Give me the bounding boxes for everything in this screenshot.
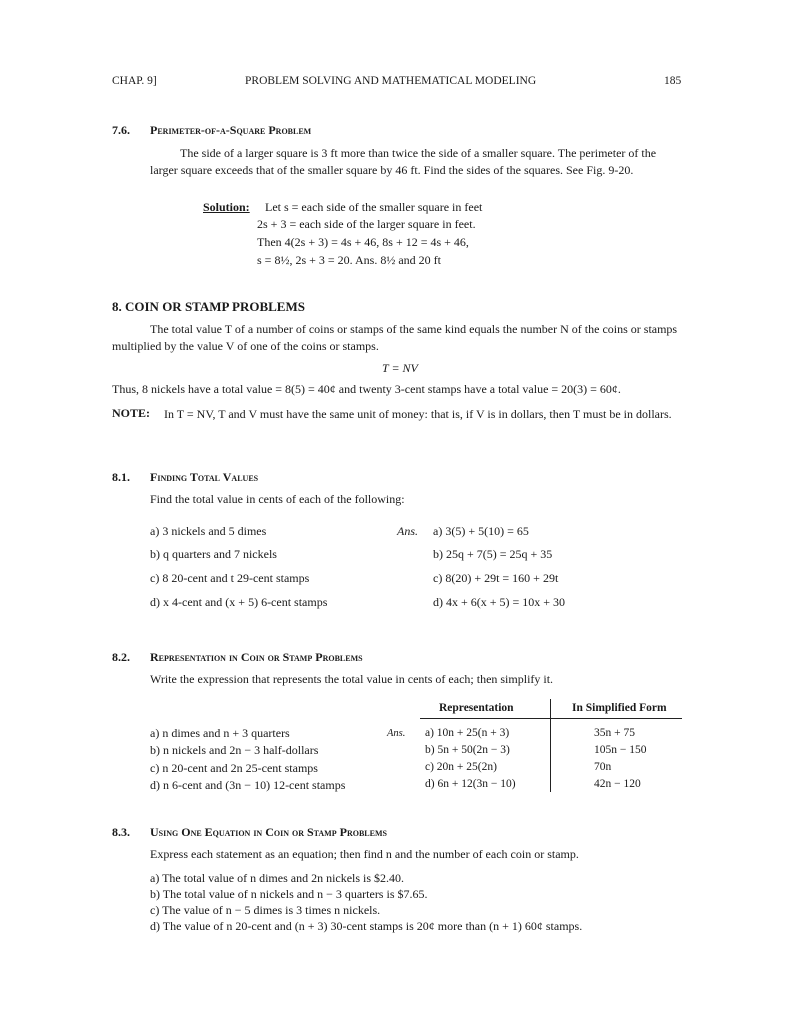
simplified-cell: 70n	[594, 761, 612, 773]
chapter-label: CHAP. 9]	[112, 75, 157, 87]
answer-label: Ans.	[397, 524, 418, 538]
answer-item: c) 8(20) + 29t = 160 + 29t	[433, 571, 559, 585]
note-text: In T = NV, T and V must have the same unit of money: that is, if V is in dollars, then T must be in dollars.	[164, 407, 672, 421]
answer-item: b) 25q + 7(5) = 25q + 35	[433, 547, 553, 561]
note-label: NOTE:	[112, 406, 151, 420]
simplified-cell: 42n − 120	[594, 778, 641, 790]
list-item: b) The total value of n nickels and n − 3 quarters is $7.65.	[150, 887, 428, 901]
list-item: a) 3 nickels and 5 dimes	[150, 524, 267, 538]
problem-8-2-intro: Write the expression that represents the total value in cents of each; then simplify it.	[150, 672, 554, 686]
solution-label: Solution:	[203, 200, 250, 214]
problem-8-2-heading: Representation in Coin or Stamp Problems	[150, 650, 363, 664]
column-header-representation: Representation	[439, 702, 514, 714]
section-8-heading: 8. COIN OR STAMP PROBLEMS	[112, 299, 305, 314]
solution-line: Then 4(2s + 3) = 4s + 46, 8s + 12 = 4s + 46,	[257, 235, 469, 249]
table-column-rule	[550, 699, 551, 792]
page-number: 185	[664, 75, 682, 87]
problem-8-3-heading: Using One Equation in Coin or Stamp Problems	[150, 825, 387, 839]
list-item: a) The total value of n dimes and 2n nickels is $2.40.	[150, 871, 405, 885]
answer-item: d) 4x + 6(x + 5) = 10x + 30	[433, 595, 566, 609]
problem-7-6-number: 7.6.	[112, 123, 130, 137]
list-item: d) The value of n 20-cent and (n + 3) 30-cent stamps is 20¢ more than (n + 1) 60¢ stamps.	[150, 919, 583, 933]
section-8-intro: The total value T of a number of coins or stamps of the same kind equals the number N of the coins or stamps multiplied by the value V of one of the coins or stamps.	[112, 322, 678, 353]
problem-8-3-intro: Express each statement as an equation; then find n and the number of each coin or stamp.	[150, 847, 579, 861]
problem-8-2-number: 8.2.	[112, 650, 130, 664]
list-item: c) n 20-cent and 2n 25-cent stamps	[150, 761, 318, 775]
answer-label: Ans.	[387, 728, 406, 739]
solution-line: 2s + 3 = each side of the larger square in feet.	[257, 217, 476, 231]
thus-text: Thus, 8 nickels have a total value = 8(5) = 40¢ and twenty 3-cent stamps have a total value = 20(3) = 60¢.	[112, 382, 621, 396]
list-item: c) The value of n − 5 dimes is 3 times n nickels.	[150, 903, 381, 917]
representation-cell: d) 6n + 12(3n − 10)	[425, 778, 516, 790]
simplified-cell: 35n + 75	[594, 727, 635, 739]
table-divider	[420, 718, 682, 719]
column-header-simplified: In Simplified Form	[572, 702, 667, 714]
problem-8-3-number: 8.3.	[112, 825, 130, 839]
list-item: a) n dimes and n + 3 quarters	[150, 726, 290, 740]
list-item: b) n nickels and 2n − 3 half-dollars	[150, 743, 319, 757]
representation-cell: c) 20n + 25(2n)	[425, 761, 497, 773]
answer-item: a) 3(5) + 5(10) = 65	[433, 524, 529, 538]
list-item: d) n 6-cent and (3n − 10) 12-cent stamps	[150, 778, 346, 792]
list-item: c) 8 20-cent and t 29-cent stamps	[150, 571, 310, 585]
list-item: d) x 4-cent and (x + 5) 6-cent stamps	[150, 595, 328, 609]
problem-8-1-intro: Find the total value in cents of each of the following:	[150, 492, 405, 506]
list-item: b) q quarters and 7 nickels	[150, 547, 277, 561]
running-title: PROBLEM SOLVING AND MATHEMATICAL MODELING	[245, 75, 537, 87]
problem-7-6-text: The side of a larger square is 3 ft more than twice the side of a smaller square. The perimeter of the larger square exceeds that of the smaller square by 46 ft. Find the sides of the squares. See Fig. 9-20.	[150, 146, 657, 177]
representation-cell: b) 5n + 50(2n − 3)	[425, 744, 510, 756]
simplified-cell: 105n − 150	[594, 744, 647, 756]
solution-line: s = 8½, 2s + 3 = 20. Ans. 8½ and 20 ft	[257, 253, 441, 267]
problem-7-6-heading: Perimeter-of-a-Square Problem	[150, 123, 312, 137]
representation-cell: a) 10n + 25(n + 3)	[425, 727, 510, 739]
problem-8-1-number: 8.1.	[112, 470, 130, 484]
problem-8-1-heading: Finding Total Values	[150, 470, 259, 484]
solution-line: Let s = each side of the smaller square in feet	[265, 200, 483, 214]
formula: T = NV	[382, 361, 418, 375]
